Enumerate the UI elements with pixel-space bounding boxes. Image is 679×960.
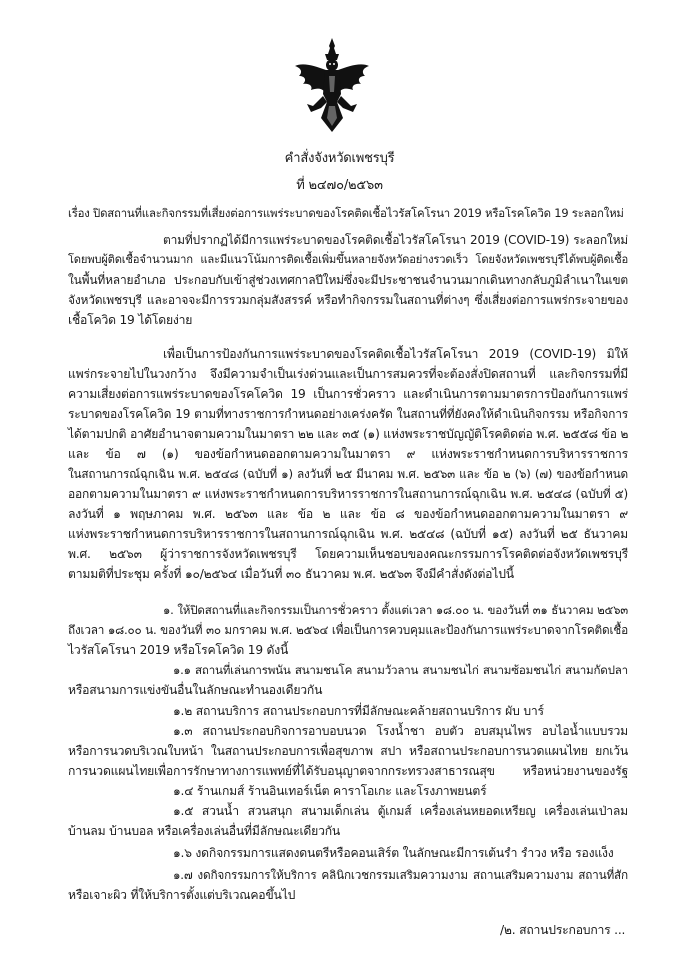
paragraph-line: แพร่กระจายไปในวงกว้าง จึงมีความจำเป็นเร่งด่วนและเป็นการสมควรที่จะต้องสั่งปิดสถานที่ และกิจกรรมที่มี bbox=[68, 367, 628, 381]
clause-item-line: ๑.๓ สถานประกอบกิจการอาบอบนวด โรงน้ำชา อบตัว อบสมุนไพร อบไอน้ำแบบรวม bbox=[173, 724, 628, 738]
clause-item-line: ๑.๔ ร้านเกมส์ ร้านอินเทอร์เน็ต คาราโอเกะ และโรงภาพยนตร์ bbox=[173, 784, 487, 798]
order-title: คำสั่งจังหวัดเพชรบุรี bbox=[284, 151, 395, 166]
clause-item-line: ๑.๕ สวนน้ำ สวนสนุก สนามเด็กเล่น ตู้เกมส์ เครื่องเล่นหยอดเหรียญ เครื่องเล่นเป่าลม bbox=[173, 804, 628, 818]
clause-item-line: ๑.๖ งดกิจกรรมการแสดงดนตรีหรือคอนเสิร์ต ในลักษณะมีการเต้นรำ รำวง หรือ รองแง็ง bbox=[173, 846, 614, 860]
clause-item-line: ๑.๗ งดกิจกรรมการให้บริการ คลินิกเวชกรรมเสริมความงาม สถานเสริมความงาม สถานที่สัก bbox=[173, 868, 628, 882]
paragraph-line: พ.ศ. ๒๕๖๓ ผู้ว่าราชการจังหวัดเพชรบุรี โดยความเห็นชอบของคณะกรรมการโรคติดต่อจังหวัดเพชรบุรี bbox=[68, 547, 628, 561]
clause-line: ถึงเวลา ๑๘.๐๐ น. ของวันที่ ๓๐ มกราคม พ.ศ. ๒๕๖๔ เพื่อเป็นการควบคุมและป้องกันการแพร่ระบาดจากโรคติดเชื้อ bbox=[68, 623, 628, 637]
paragraph-line: ลงวันที่ ๑ พฤษภาคม พ.ศ. ๒๕๖๓ และ ข้อ ๒ และ ข้อ ๘ ของข้อกำหนดออกตามความในมาตรา ๙ bbox=[68, 507, 628, 521]
paragraph-line: ในพื้นที่หลายอำเภอ ประกอบกับเข้าสู่ช่วงเทศกาลปีใหม่ซึ่งจะมีประชาชนจำนวนมากเดินทางกลับภูมิลำเนาในเขต bbox=[68, 273, 628, 287]
garuda-emblem-icon bbox=[293, 36, 371, 134]
paragraph-line: ระบาดของโรคโควิด 19 ตามที่ทางราชการกำหนดอย่างเคร่งครัด ในสถานที่ที่ยังคงให้ดำเนินกิจกรรม หรือกิจการ bbox=[68, 407, 628, 421]
paragraph-line: เพื่อเป็นการป้องกันการแพร่ระบาดของโรคติดเชื้อไวรัสโคโรนา 2019 (COVID-19) มิให้ bbox=[163, 347, 628, 361]
clause-item-line: หรือสนามการแข่งขันอื่นในลักษณะทำนองเดียวกัน bbox=[68, 683, 323, 697]
clause-item-line: ๑.๑ สถานที่เล่นการพนัน สนามชนโค สนามวัวลาน สนามชนไก่ สนามซ้อมชนไก่ สนามกัดปลา bbox=[173, 663, 628, 677]
clause-line: ไวรัสโคโรนา 2019 หรือโรคโควิด 19 ดังนี้ bbox=[68, 643, 289, 657]
clause-item-line: การนวดแผนไทยเพื่อการรักษาทางการแพทย์ที่ได้รับอนุญาตจากกระทรวงสาธารณสุข หรือหน่วยงานของรัฐ bbox=[68, 764, 628, 778]
paragraph-line: โดยพบผู้ติดเชื้อจำนวนมาก และมีแนวโน้มการติดเชื้อเพิ่มขึ้นหลายจังหวัดอย่างรวดเร็ว โดยจังหวัดเพชรบุรีได้พบผู้ติดเชื้อ bbox=[68, 253, 628, 266]
clause-line: ๑. ให้ปิดสถานที่และกิจกรรมเป็นการชั่วคราว ตั้งแต่เวลา ๑๘.๐๐ น. ของวันที่ ๓๑ ธันวาคม ๒๕๖๓ bbox=[163, 603, 628, 617]
paragraph-line: และ ข้อ ๗ (๑) ของข้อกำหนดออกตามความในมาตรา ๙ แห่งพระราชกำหนดการบริหารราชการ bbox=[68, 447, 628, 461]
paragraph-line: ในสถานการณ์ฉุกเฉิน พ.ศ. ๒๕๔๘ (ฉบับที่ ๑) ลงวันที่ ๒๕ มีนาคม พ.ศ. ๒๕๖๓ และ ข้อ ๒ (๖) (๗) ของข้อกำหนด bbox=[68, 467, 628, 481]
paragraph-line: เชื้อโควิด 19 ได้โดยง่าย bbox=[68, 313, 193, 327]
clause-item-line: บ้านลม บ้านบอล หรือเครื่องเล่นอื่นที่มีลักษณะเดียวกัน bbox=[68, 824, 341, 838]
order-number: ที่ ๒๔๗๐/๒๕๖๓ bbox=[296, 178, 383, 193]
paragraph-line: ได้ตามปกติ อาศัยอำนาจตามความในมาตรา ๒๒ และ ๓๕ (๑) แห่งพระราชบัญญัติโรคติดต่อ พ.ศ. ๒๕๕๘ ข้อ ๒ bbox=[68, 427, 629, 441]
paragraph-line: ความเสี่ยงต่อการแพร่ระบาดของโรคโควิด 19 เป็นการชั่วคราว และดำเนินการตามมาตรการป้องกันการแพร่ bbox=[68, 387, 628, 401]
paragraph-line: ออกตามความในมาตรา ๙ แห่งพระราชกำหนดการบริหารราชการในสถานการณ์ฉุกเฉิน พ.ศ. ๒๕๔๘ (ฉบับที่ ๕) bbox=[68, 487, 628, 501]
subject-line: เรื่อง ปิดสถานที่และกิจกรรมที่เสี่ยงต่อการแพร่ระบาดของโรคติดเชื้อไวรัสโคโรนา 2019 หรือโรคโควิด 19 ระลอกใหม่ bbox=[68, 206, 624, 220]
clause-item-line: หรือการนวดบริเวณใบหน้า ในสถานประกอบการเพื่อสุขภาพ สปา หรือสถานประกอบการนวดแผนไทย ยกเว้น bbox=[68, 744, 628, 758]
clause-item-line: ๑.๒ สถานบริการ สถานประกอบการที่มีลักษณะคล้ายสถานบริการ ผับ บาร์ bbox=[173, 704, 544, 718]
clause-item-line: หรือเจาะผิว ที่ให้บริการตั้งแต่บริเวณคอขึ้นไป bbox=[68, 888, 296, 902]
continuation-note: /๒. สถานประกอบการ ... bbox=[500, 923, 626, 937]
paragraph-line: แห่งพระราชกำหนดการบริหารราชการในสถานการณ์ฉุกเฉิน พ.ศ. ๒๕๔๘ (ฉบับที่ ๑๕) ลงวันที่ ๒๕ ธันวาคม bbox=[68, 527, 628, 541]
paragraph-line: ตามมติที่ประชุม ครั้งที่ ๑๐/๒๕๖๔ เมื่อวันที่ ๓๐ ธันวาคม พ.ศ. ๒๕๖๓ จึงมีคำสั่งดังต่อไปนี้ bbox=[68, 567, 514, 581]
paragraph-line: จังหวัดเพชรบุรี และอาจจะมีการรวมกลุ่มสังสรรค์ หรือทำกิจกรรมในสถานที่ต่างๆ ซึ่งเสี่ยงต่อการแพร่กระจายของ bbox=[68, 293, 628, 307]
paragraph-line: ตามที่ปรากฏได้มีการแพร่ระบาดของโรคติดเชื้อไวรัสโคโรนา 2019 (COVID-19) ระลอกใหม่ bbox=[163, 233, 628, 247]
